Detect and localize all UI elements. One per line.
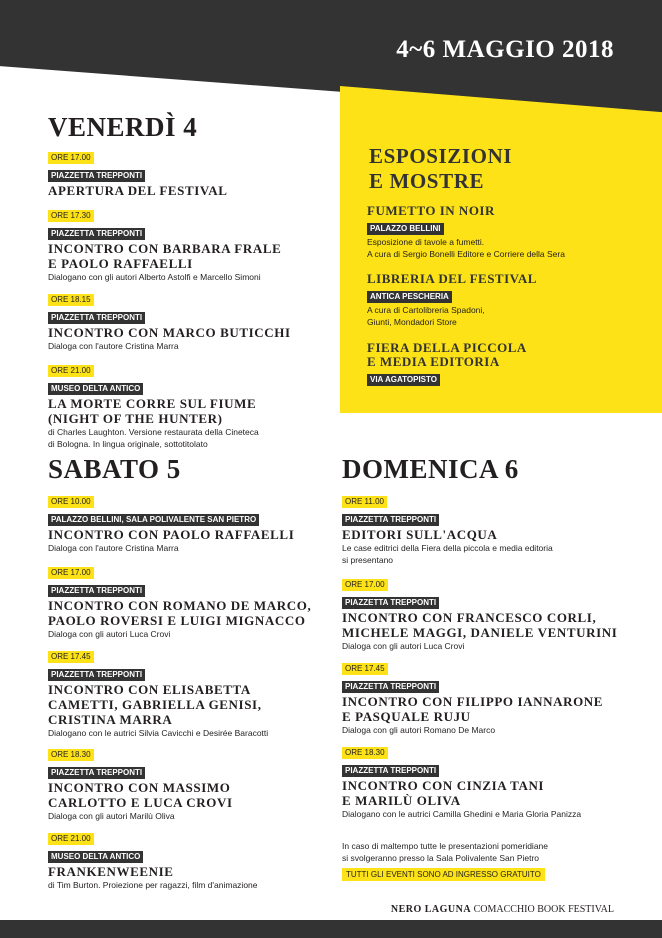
event-title: E PASQUALE RUJU [342,709,471,724]
event-place: PALAZZO BELLINI, SALA POLIVALENTE SAN PIETRO [48,514,259,526]
exhibitions-heading [369,144,512,194]
event-sunday-2 [342,574,617,652]
event-description: Dialogano con le autrici Silvia Cavicchi e Desirée Baracotti [48,728,269,738]
event-time: ORE 17.00 [342,579,388,591]
event-title: CRISTINA MARRA [48,712,173,727]
event-sunday-4 [342,742,581,820]
event-description: Dialoga con gli autori Luca Crovi [342,641,465,651]
event-description: Dialogano con le autrici Camilla Ghedini e Maria Gloria Panizza [342,809,582,819]
weather-note [342,840,622,864]
event-title: INCONTRO CON ROMANO DE MARCO, [48,598,312,613]
event-title: INCONTRO CON CINZIA TANI [342,778,545,793]
event-title: (NIGHT OF THE HUNTER) [48,411,223,426]
event-title: CAMETTI, GABRIELLA GENISI, [48,697,262,712]
event-description: di Charles Laughton. Versione restaurata della Cineteca [48,427,259,437]
exhibition-description: Esposizione di tavole a fumetti. [367,237,485,247]
event-description: Dialoga con gli autori Marilù Oliva [48,811,175,821]
exhibition-title: FUMETTO IN NOIR [367,203,495,218]
event-friday-1 [48,147,228,198]
footer-festival: COMACCHIO BOOK FESTIVAL [473,904,614,915]
footer-credit [391,904,614,915]
event-title: INCONTRO CON ELISABETTA [48,682,251,697]
event-place: MUSEO DELTA ANTICO [48,383,143,395]
event-saturday-2 [48,562,311,640]
event-title: E PAOLO RAFFAELLI [48,256,193,271]
exhibition-title: LIBRERIA DEL FESTIVAL [367,271,537,286]
festival-dates: 4~6 MAGGIO 2018 [396,36,614,63]
event-time: ORE 21.00 [48,365,94,377]
day-title-sunday: DOMENICA 6 [342,454,519,484]
event-saturday-3 [48,646,268,739]
free-entry-badge: TUTTI GLI EVENTI SONO AD INGRESSO GRATUITO [342,868,545,881]
exhibition-item-1 [367,204,565,260]
day-title-friday: VENERDÌ 4 [48,112,198,142]
event-title: INCONTRO CON MARCO BUTICCHI [48,325,291,340]
event-saturday-5 [48,828,258,891]
event-title: INCONTRO CON FILIPPO IANNARONE [342,694,604,709]
event-description: Dialoga con gli autori Romano De Marco [342,725,496,735]
event-time: ORE 11.00 [342,496,387,508]
event-title: INCONTRO CON BARBARA FRALE [48,241,282,256]
event-place: PIAZZETTA TREPPONTI [48,585,145,597]
event-title: PAOLO ROVERSI E LUIGI MIGNACCO [48,613,306,628]
event-description: di Tim Burton. Proiezione per ragazzi, film d'animazione [48,880,258,890]
event-place: PIAZZETTA TREPPONTI [48,312,145,324]
event-sunday-1 [342,491,553,566]
exhibition-place: VIA AGATOPISTO [367,374,440,386]
event-description: Le case editrici della Fiera della piccola e media editoria [342,543,553,553]
exhibition-description: A cura di Sergio Bonelli Editore e Corriere della Sera [367,249,565,259]
event-title: LA MORTE CORRE SUL FIUME [48,396,257,411]
exhibition-title: FIERA DELLA PICCOLA [367,340,527,355]
event-place: PIAZZETTA TREPPONTI [48,669,145,681]
exhibitions-heading-line: ESPOSIZIONI [369,144,513,168]
event-time: ORE 17.45 [48,651,94,663]
event-saturday-1 [48,491,294,554]
event-time: ORE 17.00 [48,567,94,579]
event-description: di Bologna. In lingua originale, sottotitolato [48,439,208,449]
event-friday-2 [48,205,281,283]
event-title: INCONTRO CON PAOLO RAFFAELLI [48,527,295,542]
event-description: Dialoga con l'autore Cristina Marra [48,341,179,351]
event-time: ORE 17.45 [342,663,388,675]
exhibition-item-2 [367,272,537,328]
footer-band [0,920,662,938]
event-title: EDITORI SULL'ACQUA [342,527,498,542]
exhibition-description: Giunti, Mondadori Store [367,317,457,327]
event-title: INCONTRO CON MASSIMO [48,780,231,795]
event-title: INCONTRO CON FRANCESCO CORLI, [342,610,597,625]
event-time: ORE 17.00 [48,152,94,164]
event-title: MICHELE MAGGI, DANIELE VENTURINI [342,625,618,640]
event-title: FRANKENWEENIE [48,864,174,879]
event-place: PIAZZETTA TREPPONTI [48,170,145,182]
event-time: ORE 17.30 [48,210,94,222]
event-place: PIAZZETTA TREPPONTI [48,767,145,779]
event-time: ORE 18.30 [48,749,94,761]
event-place: MUSEO DELTA ANTICO [48,851,143,863]
exhibition-title: E MEDIA EDITORIA [367,354,500,369]
event-friday-3 [48,289,291,352]
event-place: PIAZZETTA TREPPONTI [342,514,439,526]
exhibitions-heading-line: E MOSTRE [369,169,485,193]
footer-brand: NERO LAGUNA [390,904,472,915]
event-sunday-3 [342,658,603,736]
exhibition-place: ANTICA PESCHERIA [367,291,452,303]
weather-note-line: si svolgeranno presso la Sala Polivalente San Pietro [342,853,540,863]
event-place: PIAZZETTA TREPPONTI [342,681,439,693]
event-time: ORE 18.30 [342,747,388,759]
exhibition-item-3 [367,341,527,387]
weather-note-line: In caso di maltempo tutte le presentazioni pomeridiane [342,841,549,851]
event-description: si presentano [342,555,394,565]
event-place: PIAZZETTA TREPPONTI [342,597,439,609]
event-description: Dialoga con l'autore Cristina Marra [48,543,179,553]
exhibition-description: A cura di Cartolibreria Spadoni, [367,305,485,315]
event-title: E MARILÙ OLIVA [342,793,461,808]
event-time: ORE 10.00 [48,496,94,508]
event-friday-4 [48,360,259,450]
event-time: ORE 21.00 [48,833,94,845]
event-place: PIAZZETTA TREPPONTI [48,228,145,240]
event-description: Dialoga con gli autori Luca Crovi [48,629,171,639]
event-description: Dialogano con gli autori Alberto Astolfi e Marcello Simoni [48,272,261,282]
exhibition-place: PALAZZO BELLINI [367,223,444,235]
event-time: ORE 18.15 [48,294,94,306]
event-title: CARLOTTO E LUCA CROVI [48,795,233,810]
event-place: PIAZZETTA TREPPONTI [342,765,439,777]
day-title-saturday: SABATO 5 [48,454,181,484]
event-saturday-4 [48,744,233,822]
event-title: APERTURA DEL FESTIVAL [48,183,228,198]
